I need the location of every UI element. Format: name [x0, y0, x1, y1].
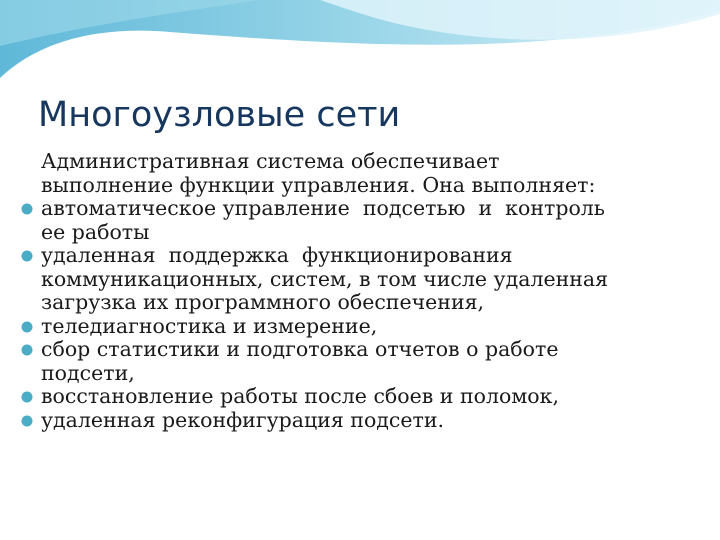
bullet-dot-icon — [21, 250, 33, 262]
bullet-line: подсети, — [41, 360, 135, 385]
bullet-list — [0, 197, 720, 432]
bullet-item — [41, 409, 686, 433]
bullet-dot-icon — [21, 415, 33, 427]
bullet-line: сбор статистики и подготовка отчетов о работе — [41, 337, 559, 361]
bullet-line: удаленная реконфигурация подсети. — [41, 407, 445, 432]
bullet-line: загрузка их программного обеспечения, — [41, 290, 485, 314]
intro-line: Административная система обеспечивает — [41, 149, 500, 173]
bullet-dot-icon — [21, 344, 33, 356]
bullet-dot-icon — [21, 321, 33, 333]
bullet-dot-icon — [21, 203, 33, 215]
bullet-item — [41, 244, 686, 315]
bullet-item — [41, 315, 686, 339]
bullet-item — [41, 197, 686, 244]
bullet-dot-icon — [21, 391, 33, 403]
intro-paragraph — [41, 150, 691, 197]
slide-title: Многоузловые сети — [38, 95, 401, 135]
bullet-line: автоматическое управление подсетью и контроль — [41, 196, 605, 220]
bullet-line: ее работы — [41, 219, 150, 244]
bullet-line: коммуникационных, систем, в том числе удаленная — [41, 266, 609, 291]
bullet-line: теледиагностика и измерение, — [41, 313, 378, 338]
bullet-line: восстановление работы после сбоев и поломок, — [41, 384, 559, 408]
slide-body — [0, 150, 720, 432]
bullet-item — [41, 338, 686, 385]
bullet-line: удаленная поддержка функционирования — [41, 243, 513, 267]
intro-line: выполнение функции управления. Она выполняет: — [41, 172, 596, 197]
bullet-item — [41, 385, 686, 409]
